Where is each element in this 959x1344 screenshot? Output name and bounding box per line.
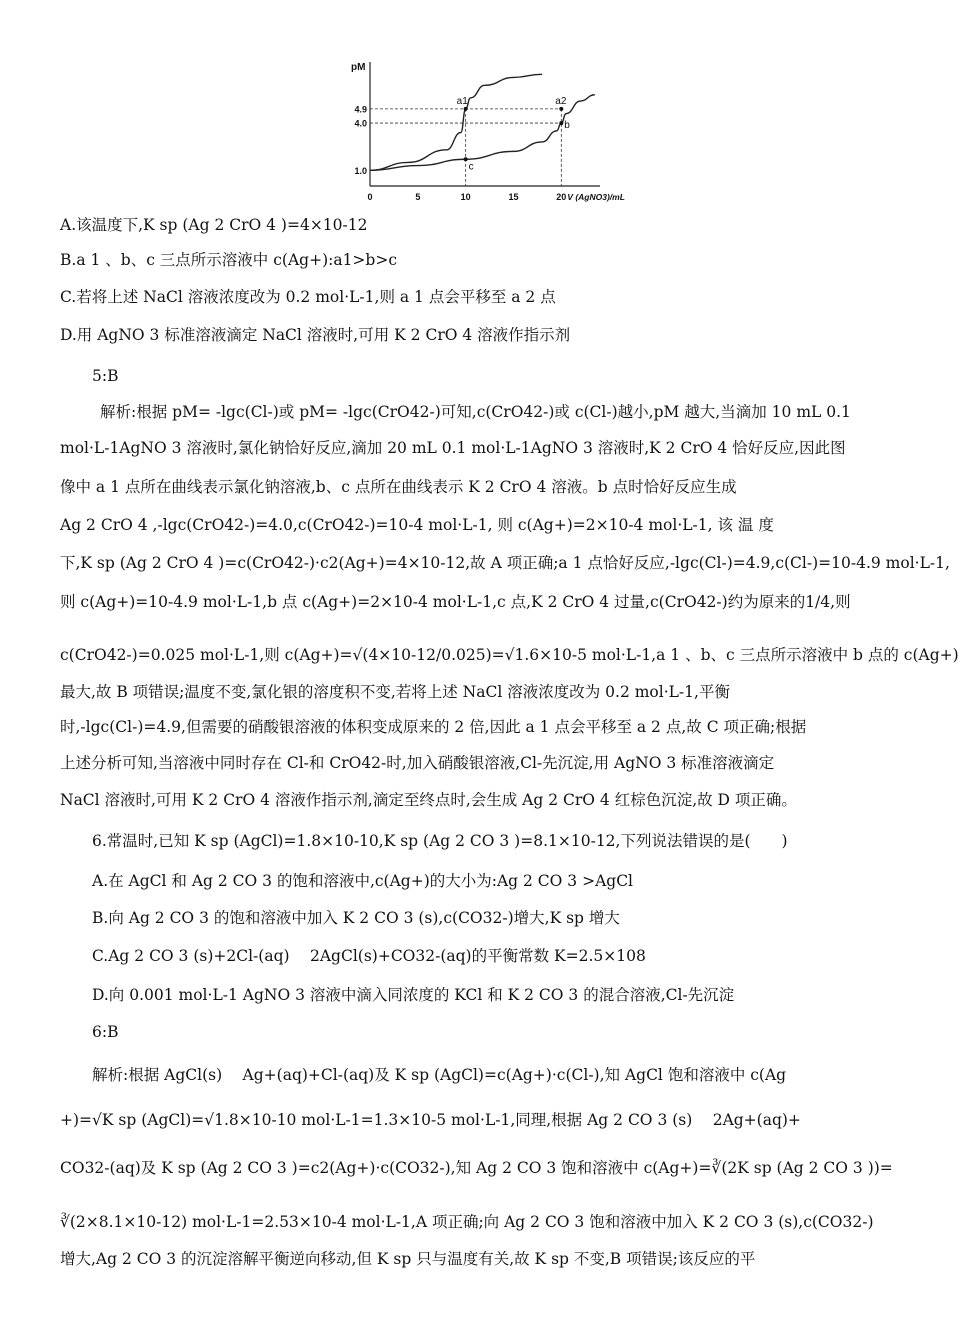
point-label-a2: a2 (555, 95, 567, 107)
y-tick-label: 4.0 (354, 118, 367, 129)
point-label-a1: a1 (456, 95, 468, 107)
x-tick-label: 10 (460, 192, 471, 202)
analysis-line: 最大,故 B 项错误;温度不变,氯化银的溶度积不变,若将上述 NaCl 溶液浓度改为 0.2 mol·L-1,平衡 (60, 683, 730, 701)
point-a1 (464, 107, 468, 111)
analysis-line: 下,K sp (Ag 2 CrO 4 )=c(CrO42-)·c2(Ag+)=4×10-12,故 A 项正确;a 1 点恰好反应,-lgc(Cl-)=4.9,c(Cl-)=10-4.9 mol·L-1, (60, 554, 950, 572)
analysis-line: 上述分析可知,当溶液中同时存在 Cl-和 CrO42-时,加入硝酸银溶液,Cl-先沉淀,用 AgNO 3 标准溶液滴定 (60, 754, 775, 772)
analysis-line: 则 c(Ag+)=10-4.9 mol·L-1,b 点 c(Ag+)=2×10-4 mol·L-1,c 点,K 2 CrO 4 过量,c(CrO42-)约为原来的1/4,则 (60, 593, 851, 611)
x-axis-label: V (AgNO3)/mL (567, 192, 625, 202)
y-axis-label: pM (351, 62, 366, 73)
titration-chart (345, 56, 625, 211)
answer-6: 6:B (92, 1023, 119, 1041)
analysis-line: CO32-(aq)及 K sp (Ag 2 CO 3 )=c2(Ag+)·c(CO32-),知 Ag 2 CO 3 饱和溶液中 c(Ag+)=∛(2K sp (Ag 2 CO 3 ))= (60, 1159, 893, 1177)
option-a-line: A.该温度下,K sp (Ag 2 CrO 4 )=4×10-12 (60, 216, 368, 234)
analysis-line: 时,-lgc(Cl-)=4.9,但需要的硝酸银溶液的体积变成原来的 2 倍,因此 a 1 点会平移至 a 2 点,故 C 项正确;根据 (60, 718, 807, 736)
points (457, 96, 571, 172)
point-a2 (559, 107, 563, 111)
question-6: 6.常温时,已知 K sp (AgCl)=1.8×10-10,K sp (Ag 2 CO 3 )=8.1×10-12,下列说法错误的是( ) (92, 832, 788, 850)
x-tick-label: 5 (415, 192, 421, 202)
point-c (464, 157, 468, 161)
option-c-line: C.若将上述 NaCl 溶液浓度改为 0.2 mol·L-1,则 a 1 点会平移至 a 2 点 (60, 288, 556, 306)
option-a-line: A.在 AgCl 和 Ag 2 CO 3 的饱和溶液中,c(Ag+)的大小为:Ag 2 CO 3 >AgCl (92, 872, 634, 890)
answer-5: 5:B (92, 367, 119, 385)
analysis-line: 解析:根据 AgCl(s) Ag+(aq)+Cl-(aq)及 K sp (AgCl)=c(Ag+)·c(Cl-),知 AgCl 饱和溶液中 c(Ag (92, 1066, 787, 1084)
x-tick-label: 0 (367, 192, 373, 202)
y-tick-label: 4.9 (354, 104, 367, 115)
analysis-line: mol·L-1AgNO 3 溶液时,氯化钠恰好反应,滴加 20 mL 0.1 mol·L-1AgNO 3 溶液时,K 2 CrO 4 恰好反应,因此图 (60, 439, 846, 457)
option-b-line: B.向 Ag 2 CO 3 的饱和溶液中加入 K 2 CO 3 (s),c(CO32-)增大,K sp 增大 (92, 909, 620, 927)
option-d-line: D.用 AgNO 3 标准溶液滴定 NaCl 溶液时,可用 K 2 CrO 4 溶液作指示剂 (60, 326, 571, 344)
analysis-line: Ag 2 CrO 4 ,-lgc(CrO42-)=4.0,c(CrO42-)=10-4 mol·L-1, 则 c(Ag+)=2×10-4 mol·L-1, 该 温 度 (60, 516, 774, 534)
analysis-line: 像中 a 1 点所在曲线表示氯化钠溶液,b、c 点所在曲线表示 K 2 CrO 4 溶液。b 点时恰好反应生成 (60, 478, 737, 496)
y-tick-label: 1.0 (354, 165, 367, 176)
analysis-line: ∛(2×8.1×10-12) mol·L-1=2.53×10-4 mol·L-1,A 项正确;向 Ag 2 CO 3 饱和溶液中加入 K 2 CO 3 (s),c(CO32-) (60, 1213, 874, 1231)
dashed-guides (370, 109, 561, 186)
option-c-line: C.Ag 2 CO 3 (s)+2Cl-(aq) 2AgCl(s)+CO32-(aq)的平衡常数 K=2.5×108 (92, 947, 646, 965)
analysis-line: c(CrO42-)=0.025 mol·L-1,则 c(Ag+)=√(4×10-12/0.025)=√1.6×10-5 mol·L-1,a 1 、b、c 三点所示溶液中 b 点的 c(Ag+) (60, 646, 959, 664)
option-b-line: B.a 1 、b、c 三点所示溶液中 c(Ag+):a1>b>c (60, 251, 398, 269)
point-label-c: c (468, 161, 474, 173)
analysis-line: +)=√K sp (AgCl)=√1.8×10-10 mol·L-1=1.3×10-5 mol·L-1,同理,根据 Ag 2 CO 3 (s) 2Ag+(aq)+ (60, 1111, 801, 1129)
series-line-NaCl (370, 74, 542, 173)
x-tick-label: 15 (508, 192, 519, 202)
analysis-line: NaCl 溶液时,可用 K 2 CrO 4 溶液作指示剂,滴定至终点时,会生成 Ag 2 CrO 4 红棕色沉淀,故 D 项正确。 (60, 791, 797, 809)
x-tick-label: 20 (556, 192, 567, 202)
point-label-b: b (564, 120, 570, 132)
axis-labels (351, 62, 625, 202)
analysis-line: 解析:根据 pM= -lgc(Cl-)或 pM= -lgc(CrO42-)可知,c(CrO42-)或 c(Cl-)越小,pM 越大,当滴加 10 mL 0.1 (100, 403, 851, 421)
point-b (559, 121, 563, 125)
analysis-line: 增大,Ag 2 CO 3 的沉淀溶解平衡逆向移动,但 K sp 只与温度有关,故 K sp 不变,B 项错误;该反应的平 (60, 1250, 756, 1268)
option-d-line: D.向 0.001 mol·L-1 AgNO 3 溶液中滴入同浓度的 KCl 和 K 2 CO 3 的混合溶液,Cl-先沉淀 (92, 986, 735, 1004)
